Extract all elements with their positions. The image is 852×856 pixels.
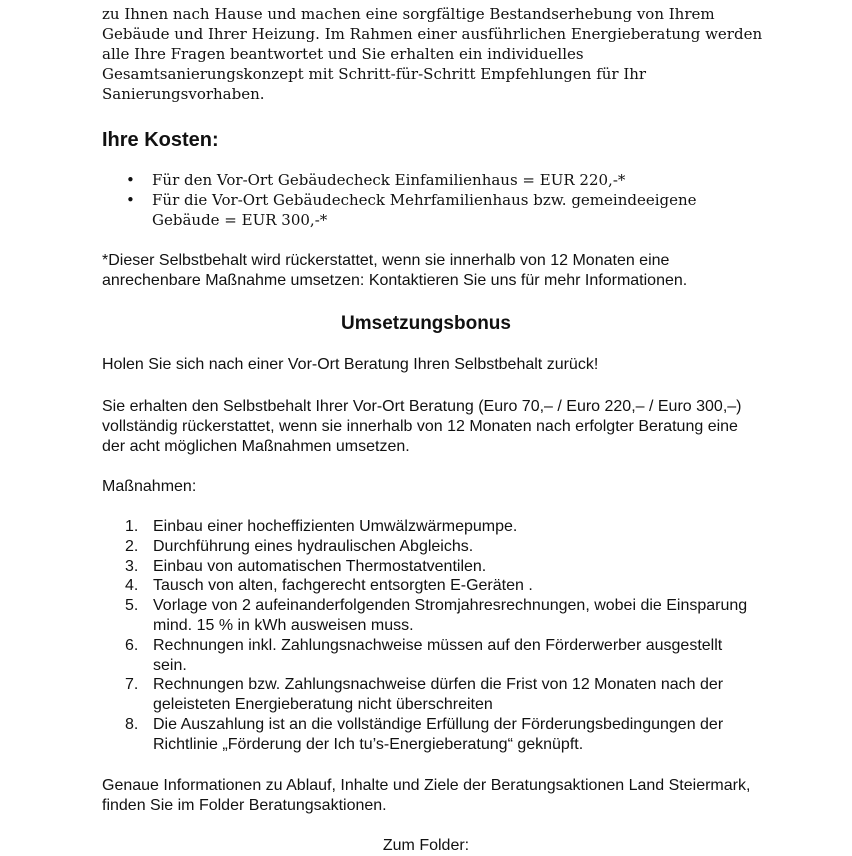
list-item [102,190,752,230]
list-item [102,517,752,537]
intro-line: Gesamtsanierungskonzept mit Schritt-für-Schritt Empfehlungen für Ihr [102,65,647,83]
list-item [102,596,752,636]
measure-text: Rechnungen bzw. Zahlungsnachweise dürfen die Frist von 12 Monaten nach der geleisteten Energieberatung nicht überschreiten [153,676,724,714]
selbstbehalt-note: *Dieser Selbstbehalt wird rückerstattet, wenn sie innerhalb von 12 Monaten eine anrechenbare Maßnahme umsetzen: Kontaktieren Sie uns für mehr Informationen. [102,252,688,289]
bullet-icon: • [126,191,135,209]
list-number: 4. [125,577,139,595]
measure-text: Tausch von alten, fachgerecht entsorgten E-Geräten . [153,577,533,595]
intro-paragraph [102,4,763,104]
measure-text: Einbau einer hocheffizienten Umwälzwärmepumpe. [153,518,518,535]
info-paragraph: Genaue Informationen zu Ablauf, Inhalte und Ziele der Beratungsaktionen Land Steiermark, finden Sie im Folder Beratungsaktionen. [102,777,751,814]
measures-label: Maßnahmen: [102,478,197,495]
measure-text: Rechnungen inkl. Zahlungsnachweise müssen auf den Förderwerber ausgestellt sein. [153,636,723,674]
list-number: 2. [125,537,139,555]
bullet-icon: • [126,171,135,189]
bonus-body: Sie erhalten den Selbstbehalt Ihrer Vor-Ort Beratung (Euro 70,– / Euro 220,– / Euro 300,–) vollständig rückerstattet, wenn sie innerhalb von 12 Monaten nach erfolgter Beratung eine der acht möglichen Maßnahmen umsetzen. [102,398,742,455]
kosten-item-einfamilienhaus: Für den Vor-Ort Gebäudecheck Einfamilienhaus = EUR 220,-* [152,171,626,189]
list-item [102,715,752,755]
kosten-item-mehrfamilienhaus: Für die Vor-Ort Gebäudecheck Mehrfamilienhaus bzw. gemeindeeigene Gebäude = EUR 300,-* [152,191,697,229]
folder-link[interactable]: Zum Folder: [382,837,470,854]
measures-list [102,517,752,755]
measure-text: Durchführung eines hydraulischen Abgleichs. [153,537,474,555]
measure-text: Einbau von automatischen Thermostatventilen. [153,557,487,575]
bonus-lead: Holen Sie sich nach einer Vor-Ort Beratung Ihren Selbstbehalt zurück! [102,356,599,373]
intro-line: zu Ihnen nach Hause und machen eine sorgfältige Bestandserhebung von Ihrem [102,5,715,23]
list-number: 7. [125,676,139,694]
list-number: 3. [125,557,139,575]
intro-line: alle Ihre Fragen beantwortet und Sie erhalten ein individuelles [102,45,584,63]
list-number: 6. [125,636,139,654]
kosten-heading: Ihre Kosten: [102,129,219,151]
measure-text: Die Auszahlung ist an die vollständige Erfüllung der Förderungsbedingungen der Richtlinie „Förderung der Ich tu’s-Energieberatung“ geknüpft. [153,715,724,753]
intro-line: Sanierungsvorhaben. [102,85,265,103]
list-item [102,636,752,676]
list-item [102,537,752,557]
list-item [102,576,752,596]
list-item [102,170,752,190]
umsetzungsbonus-heading: Umsetzungsbonus [341,313,511,334]
list-number: 1. [125,518,139,535]
list-number: 5. [125,597,139,615]
kosten-list [102,170,752,230]
list-item [102,675,752,715]
list-item [102,557,752,577]
intro-line: Gebäude und Ihrer Heizung. Im Rahmen einer ausführlichen Energieberatung werden [102,25,763,43]
list-number: 8. [125,715,139,733]
measure-text: Vorlage von 2 aufeinanderfolgenden Stromjahresrechnungen, wobei die Einsparung mind. 15 % in kWh ausweisen muss. [153,597,748,634]
